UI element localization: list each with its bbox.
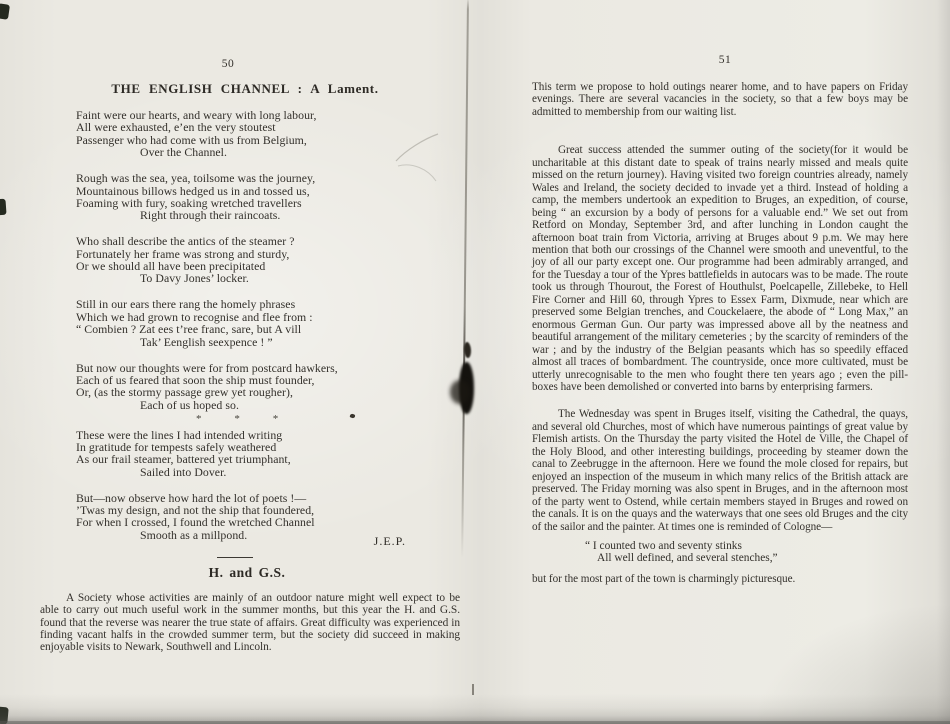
section-divider-rule: [217, 557, 253, 558]
poem-line-indented: To Davy Jones’ locker.: [140, 271, 249, 286]
scan-edge-mark-artifact: [0, 199, 7, 216]
poem-line: Who shall describe the antics of the steamer ?: [76, 234, 295, 249]
right-page-paragraphs: [532, 81, 908, 533]
poem-line: Mountainous billows hedged us in and tossed us,: [76, 183, 310, 198]
poem-stanza: [76, 298, 460, 348]
poem-line-indented: Each of us hoped so.: [140, 397, 239, 412]
paragraph: Great success attended the summer outing of the society(for it would be uncharitable at this distant date to speak of trains nearly missed and meals quite missed on the return journey). Having visited two foreign countries already, namely Wales and Ireland, the society decided to invade yet a third. Instead of holding a camp, the members undertook an expedition to Bruges, an expedition, of course, being “ an excursion by a body of persons for a valuable end.” We set out from Retford on Monday, September 3rd, and after lunching in London caught the afternoon boat train from Victoria, arriving at Bruges about 9 p.m. We may here mention that both our crossings of the Channel were smooth and uneventful, to the joy of all our party except one. Our programme had been admirably arranged, and for the Tuesday a tour of the Ypres battlefields in autocars was to be made. The route took us through Thourout, the Forest of Houthulst, Poelcapelle, Zillebeke, to Hell Fire Corner and Hill 60, through Ypres to Essex Farm, Dixmude, near which are preserved some Belgian trenches, and Couckelaere, the abode of “ Long Max,” an enormous German Gun. Our party was impressed above all by the neatness and beautiful arrangement of the military cemeteries ; by the scarcity of reminders of the war ; and by the industry of the Belgian peasants which has so speedily effaced almost all traces of bombardment. The countryside, once more cultivated, must be utterly unrecognisable to the men who fought there ten years ago ; even the pill-boxes have been demolished or converted into barns by enterprising farmers.: [532, 144, 908, 393]
poem-line: Or, (as the stormy passage grew yet rougher),: [76, 385, 294, 400]
paragraph: This term we propose to hold outings nearer home, and to have papers on Friday evenings. There are several vacancies in the society, so that a few boys may be admitted to membership from our waiting list.: [532, 81, 908, 118]
poem-stanzas-part1: [76, 109, 460, 411]
stanza-break-asterisks: * * *: [196, 413, 279, 426]
poem-line: For when I crossed, I found the wretched Channel: [76, 515, 315, 530]
poem: [76, 109, 460, 548]
page-number-left: 50: [221, 58, 235, 70]
stanza-lines: [76, 172, 460, 209]
poem-line-indented: Tak’ Eenglish seexpence ! ”: [140, 334, 273, 349]
scan-gutter-line-artifact: [461, 0, 468, 558]
scan-edge-mark-artifact: [0, 3, 10, 20]
poem-stanza: [76, 429, 460, 479]
poem-line: But—now observe how hard the lot of poets !—: [76, 490, 307, 505]
poem-line: Passenger who had come with us from Belgium,: [76, 132, 307, 147]
ink-blot-artifact: [459, 362, 474, 414]
poem-line: Still in our ears there rang the homely phrases: [76, 297, 296, 312]
poem-line: “ Combien ? Zat ees t’ree franc, sare, but A vill: [76, 322, 302, 337]
poem-stanza: [76, 235, 460, 285]
ink-blot-artifact: [463, 342, 471, 358]
stanza-lines: [76, 492, 460, 529]
poem-line: In gratitude for tempests safely weathered: [76, 439, 277, 454]
poem-stanzas-part2: [76, 429, 460, 542]
poem-line: But now our thoughts were for from postcard hawkers,: [76, 360, 338, 375]
stanza-lines: [76, 109, 460, 146]
quote-line: “ I counted two and seventy stinks: [585, 539, 742, 552]
scan-edge-mark-artifact: [0, 707, 9, 724]
stanza-lines: [76, 298, 460, 335]
poem-line: Rough was the sea, yea, toilsome was the journey,: [76, 171, 316, 186]
poem-line: ’Twas my design, and not the ship that foundered,: [76, 503, 315, 518]
poem-line-indented: Over the Channel.: [140, 145, 228, 160]
page-50: [40, 55, 460, 654]
poem-stanza: [76, 172, 460, 222]
paragraph: The Wednesday was spent in Bruges itself, visiting the Cathedral, the quays, and several old Churches, most of which have numerous paintings of great value by Flemish artists. On the Thursday the party visited the Hotel de Ville, the Chapel of the Holy Blood, and other interesting buildings, proceeding by steamer down the canal to Zeebrugge in the afternoon. Here we found the mole closed for repairs, but enjoyed an inspection of the museum in which many relics of the British attack are preserved. The Friday morning was also spent in Bruges, and in the afternoon most of the party went to Ostend, while certain members stayed in Bruges and rowed on the canals. It is on the quays and the waterways that one sees old Bruges and the city of the sailor and the painter. At times one is reminded of Cologne—: [532, 408, 908, 533]
author-initials: J.E.P.: [373, 534, 406, 549]
poem-title: THE ENGLISH CHANNEL : A Lament.: [111, 81, 379, 96]
page-number-right: 51: [718, 54, 732, 66]
page-bottom-edge-shadow: [0, 694, 950, 724]
poem-line: Which we had grown to recognise and flee from :: [76, 309, 313, 324]
poem-stanza: [76, 109, 460, 159]
stanza-lines: [76, 235, 460, 272]
poem-line: Fortunately her frame was strong and sturdy,: [76, 246, 290, 261]
poem-line: Foaming with fury, soaking wretched travellers: [76, 195, 302, 210]
stanza-lines: [76, 362, 460, 399]
poem-line: As our frail steamer, battered yet triumphant,: [76, 452, 291, 467]
closing-line: but for the most part of the town is charmingly picturesque.: [532, 572, 796, 585]
poem-line-indented: Smooth as a millpond.: [140, 527, 248, 542]
poem-line: Each of us feared that soon the ship must founder,: [76, 372, 315, 387]
poem-stanza: [76, 362, 460, 412]
quote-line: All well defined, and several stenches,”: [597, 552, 778, 565]
stanza-lines: [76, 429, 460, 466]
poem-line-indented: Sailed into Dover.: [140, 464, 227, 479]
section-title: H. and G.S.: [208, 564, 286, 580]
poem-line: Or we should all have been precipitated: [76, 259, 266, 274]
poem-line: Faint were our hearts, and weary with long labour,: [76, 108, 317, 122]
quote-block: [532, 540, 908, 565]
poem-line: These were the lines I had intended writing: [76, 427, 283, 442]
page-51: [532, 52, 908, 585]
poem-line: All were exhausted, e’en the very stoutest: [76, 120, 276, 135]
scan-mark-artifact: [472, 684, 474, 695]
section-paragraph: A Society whose activities are mainly of an outdoor nature might well expect to be able to carry out much useful work in the summer months, but this year the H. and G.S. found that the reverse was nearer the true state of affairs. Great difficulty was experienced in finding vacant halfs in the crowded summer term, but the society did succeed in making enjoyable visits to Newark, Southwell and Lincoln.: [40, 591, 460, 654]
poem-line-indented: Right through their raincoats.: [140, 208, 281, 223]
